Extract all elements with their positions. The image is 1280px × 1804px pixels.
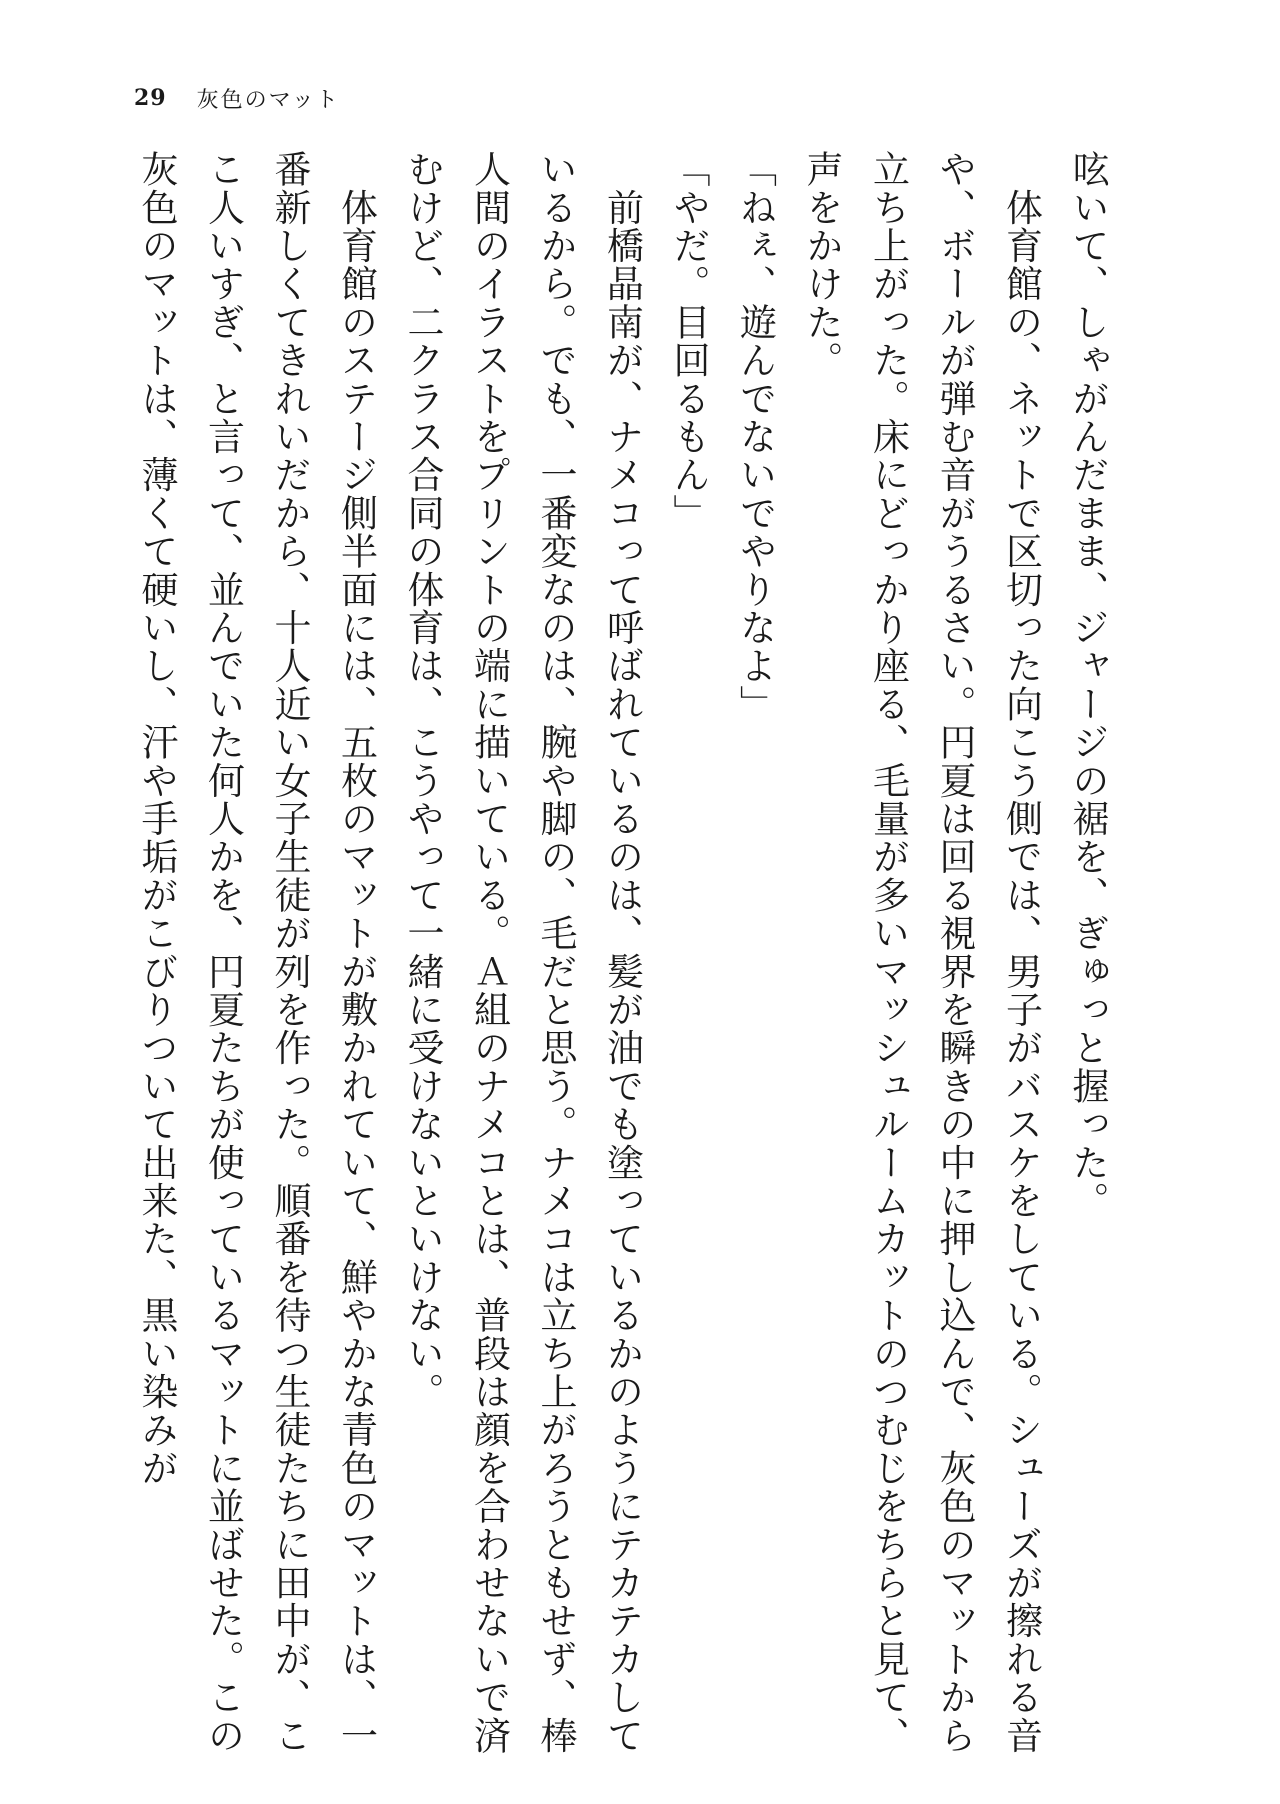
paragraph: 体育館のステージ側半面には、五枚のマットが敷かれていて、鮮やかな青色のマットは、一番新しくてきれいだから、十人近い女子生徒が列を作った。順番を待つ生徒たちに田中が、ここ人いすぎ、と言って、並んでいた何人かを、円夏たちが使っているマットに並ばせた。この灰色のマットは、薄くて硬いし、汗や手垢がこびりついて出来た、黒い染みが [135,150,378,1755]
paragraph: 体育館の、ネットで区切った向こう側では、男子がバスケをしている。シューズが擦れる音や、ボールが弾む音がうるさい。円夏は回る視界を瞬きの中に押し込んで、灰色のマットから立ち上がった。床にどっかり座る、毛量が多いマッシュルームカットのつむじをちらと見て、声をかけた。 [800,150,1043,1755]
paragraph: 前橋晶南が、ナメコって呼ばれているのは、髪が油でも塗っているかのようにテカテカしているから。でも、一番変なのは、腕や脚の、毛だと思う。ナメコは立ち上がろうともせず、棒人間のイラストをプリントの端に描いている。Ａ組のナメコとは、普段は顔を合わせないで済むけど、二クラス合同の体育は、こうやって一緒に受けないといけない。 [401,150,644,1755]
body-text [120,150,1120,1790]
dialogue-line: 「やだ。目回るもん」 [667,150,710,532]
page-number: 29 [134,85,167,111]
paragraph: 呟いて、しゃがんだまま、ジャージの裾を、ぎゅっと握った。 [1066,150,1109,1220]
dialogue-line: 「ねぇ、遊んでないでやりなよ」 [733,150,777,723]
page-header [134,78,340,118]
running-title: 灰色のマット [196,87,340,113]
